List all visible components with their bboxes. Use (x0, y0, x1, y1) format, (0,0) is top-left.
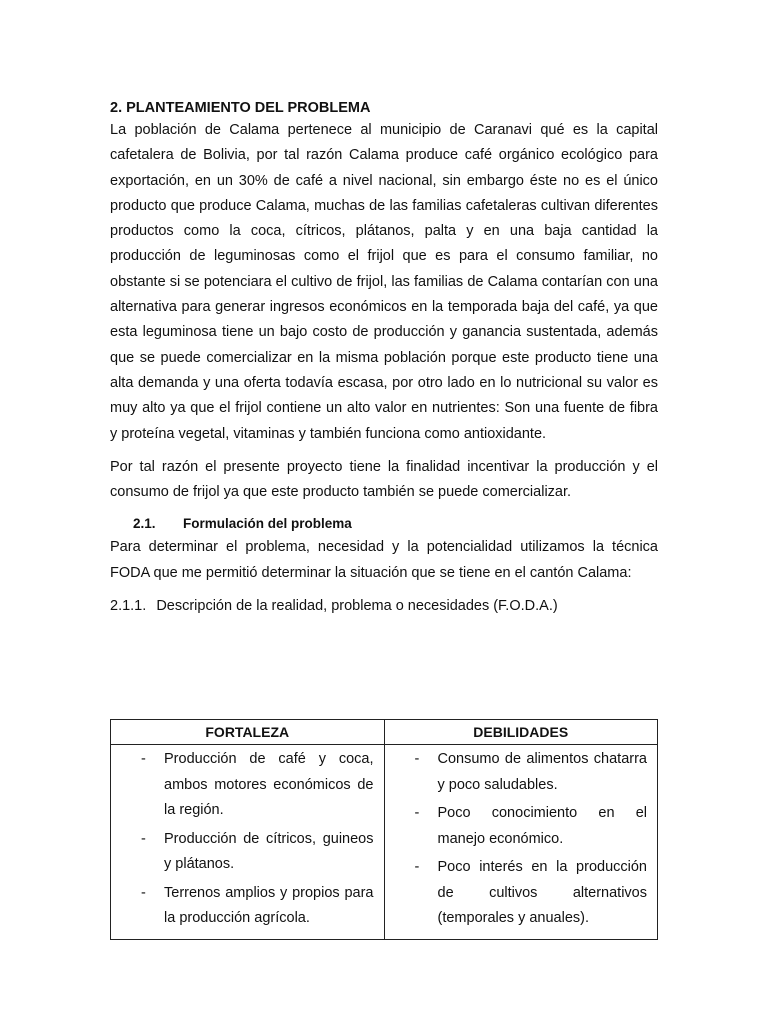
list-item (111, 747, 374, 824)
subsection-title: Formulación del problema (183, 516, 352, 532)
fortaleza-item-3: Terrenos amplios y propios para la producción agrícola. (164, 884, 374, 926)
subsubsection-number: 2.1.1. (110, 598, 147, 615)
subsubsection-title: Descripción de la realidad, problema o necesidades (F.O.D.A.) (156, 598, 558, 615)
subsubsection-heading (110, 596, 658, 616)
foda-header-row (111, 720, 658, 745)
debilidades-header: DEBILIDADES (384, 720, 658, 745)
bullet-dash: - (414, 751, 420, 767)
debilidades-cell (384, 745, 658, 940)
foda-body-row (111, 745, 658, 940)
subsection-heading (133, 514, 658, 534)
list-item (111, 881, 374, 932)
fortaleza-header: FORTALEZA (111, 720, 385, 745)
debilidades-list (385, 747, 648, 932)
fortaleza-item-1: Producción de café y coca, ambos motores económicos de la región. (164, 751, 374, 818)
list-item (385, 855, 648, 932)
section-heading: 2. PLANTEAMIENTO DEL PROBLEMA (110, 100, 371, 116)
fortalezas-list (111, 747, 374, 932)
debilidad-item-2: Poco conocimiento en el manejo económico. (437, 805, 647, 847)
list-item (385, 747, 648, 798)
foda-table (110, 719, 658, 940)
list-item (385, 801, 648, 852)
fortaleza-item-2: Producción de cítricos, guineos y plátanos. (164, 830, 374, 872)
bullet-dash: - (141, 830, 146, 847)
list-item (111, 827, 374, 878)
bullet-dash: - (414, 805, 420, 821)
subsection-paragraph: Para determinar el problema, necesidad y la potencialidad utilizamos la técnica FODA que me permitió determinar la situación que se tiene en el cantón Calama: (110, 539, 658, 581)
section-paragraph-2: Por tal razón el presente proyecto tiene la finalidad incentivar la producción y el consumo de frijol ya que este producto también se puede comercializar. (110, 458, 658, 501)
bullet-dash: - (141, 751, 146, 767)
bullet-dash: - (141, 884, 146, 901)
debilidad-item-1: Consumo de alimentos chatarra y poco saludables. (437, 751, 647, 793)
bullet-dash: - (414, 859, 420, 875)
subsection-number: 2.1. (133, 516, 156, 532)
fortalezas-cell (111, 745, 385, 940)
section-paragraph-1: La población de Calama pertenece al municipio de Caranavi qué es la capital cafetalera de Bolivia, por tal razón Calama produce café orgánico ecológico para exportación, en un 30% de café a nivel nacional, sin embargo éste no es el único producto que produce Calama, muchas de las familias cafetaleras cultivan diferentes productos como la coca, cítricos, plátanos, palta y en una baja cantidad la producción de leguminosas como el frijol que es para el consumo familiar, no obstante si se potenciara el cultivo de frijol, las familias de Calama contarían con una alternativa para generar ingresos económicos en la temporada baja del café, ya que esta leguminosa tiene un bajo costo de producción y ganancia sustentada, además que se puede comercializar en la misma población porque este producto tiene una alta demanda y una oferta todavía escasa, por otro lado en lo nutricional su valor es muy alto ya que el frijol contiene un alto valor en nutrientes: Son una fuente de fibra y proteína vegetal, vitaminas y también funciona como antioxidante. (110, 122, 658, 442)
debilidad-item-3: Poco interés en la producción de cultivos alternativos (temporales y anuales). (437, 859, 647, 926)
document-page (110, 98, 658, 616)
